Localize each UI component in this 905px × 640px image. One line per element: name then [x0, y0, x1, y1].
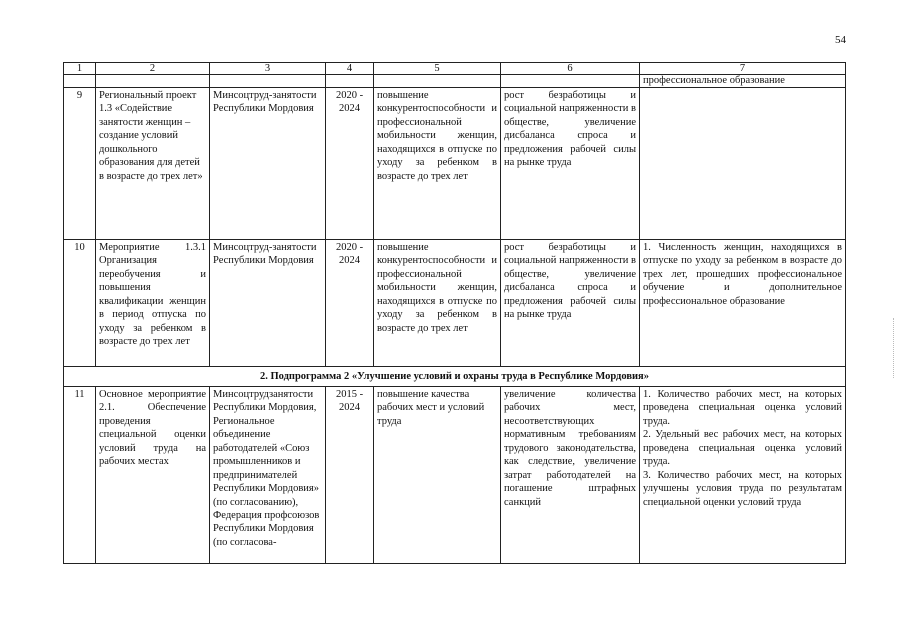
indicators: 1. Численность женщин, находящихся в отпуске по уходу за ребенком в возрасте до трех лет, прошедших профессиональное обучение и дополнительное профессиональное образование [640, 240, 846, 367]
row-number: 9 [64, 88, 96, 240]
consequences: увеличение количества рабочих мест, несоответствующих нормативным требованиям трудового законодательства, как следствие, увеличение затрат работодателей на погашение штрафных санкций [501, 387, 640, 564]
expected-result: повышение качества рабочих мест и условий труда [374, 387, 501, 564]
indicators [640, 387, 846, 564]
measures-table [63, 62, 846, 564]
expected-result: повышение конкурентоспособности и профессиональной мобильности женщин, находящихся в отпуске по уходу за ребенком в возрасте до трех лет [374, 240, 501, 367]
column-number: 1 [64, 63, 96, 75]
continuation-row [64, 75, 846, 88]
row-number: 10 [64, 240, 96, 367]
term: 2015 - 2024 [326, 387, 374, 564]
indicator-item: 2. Удельный вес рабочих мест, на которых проведена специальная оценка условий труда. [643, 429, 842, 468]
column-number: 4 [326, 63, 374, 75]
section-title: 2. Подпрограмма 2 «Улучшение условий и охраны труда в Республике Мордовия» [64, 367, 846, 387]
executor: Минсоцтрудзанятости Республики Мордовия, Региональное объединение работодателей «Союз промышленников и предпринимателей Республики Мордовия» (по согласованию), Федерация профсоюзов Республики Мордовия (по согласова- [210, 387, 326, 564]
indicator-item: 1. Количество рабочих мест, на которых проведена специальная оценка условий труда. [643, 389, 842, 427]
margin-mark [893, 318, 898, 378]
indicator-item: 3. Количество рабочих мест, на которых улучшены условия труда по результатам специальной оценки условий труда [643, 469, 842, 508]
column-number: 5 [374, 63, 501, 75]
measure-name: Региональный проект 1.3 «Содействие занятости женщин – создание условий дошкольного образования для детей в возрасте до трех лет» [96, 88, 210, 240]
consequences: рост безработицы и социальной напряженности в обществе, увеличение дисбаланса спроса и предложения рабочей силы на рынке труда [501, 88, 640, 240]
column-number: 6 [501, 63, 640, 75]
executor: Минсоцтруд-занятости Республики Мордовия [210, 88, 326, 240]
continuation-indicator: профессиональное образование [640, 75, 846, 88]
page-number: 54 [835, 34, 846, 46]
expected-result: повышение конкурентоспособности и профессиональной мобильности женщин, находящихся в отпуске по уходу за ребенком в возрасте до трех лет [374, 88, 501, 240]
column-number: 2 [96, 63, 210, 75]
table-row [64, 387, 846, 564]
consequences: рост безработицы и социальной напряженности в обществе, увеличение дисбаланса спроса и предложения рабочей силы на рынке труда [501, 240, 640, 367]
row-number: 11 [64, 387, 96, 564]
table-row [64, 88, 846, 240]
table-row [64, 240, 846, 367]
executor: Минсоцтруд-занятости Республики Мордовия [210, 240, 326, 367]
measure-name: Мероприятие 1.3.1 Организация переобучения и повышения квалификации женщин в период отпуска по уходу за ребенком в возрасте до трех лет [96, 240, 210, 367]
term: 2020 - 2024 [326, 240, 374, 367]
section-row [64, 367, 846, 387]
measure-name: Основное мероприятие 2.1. Обеспечение проведения специальной оценки условий труда на рабочих местах [96, 387, 210, 564]
column-number-row [64, 63, 846, 75]
indicators [640, 88, 846, 240]
term: 2020 - 2024 [326, 88, 374, 240]
column-number: 7 [640, 63, 846, 75]
column-number: 3 [210, 63, 326, 75]
